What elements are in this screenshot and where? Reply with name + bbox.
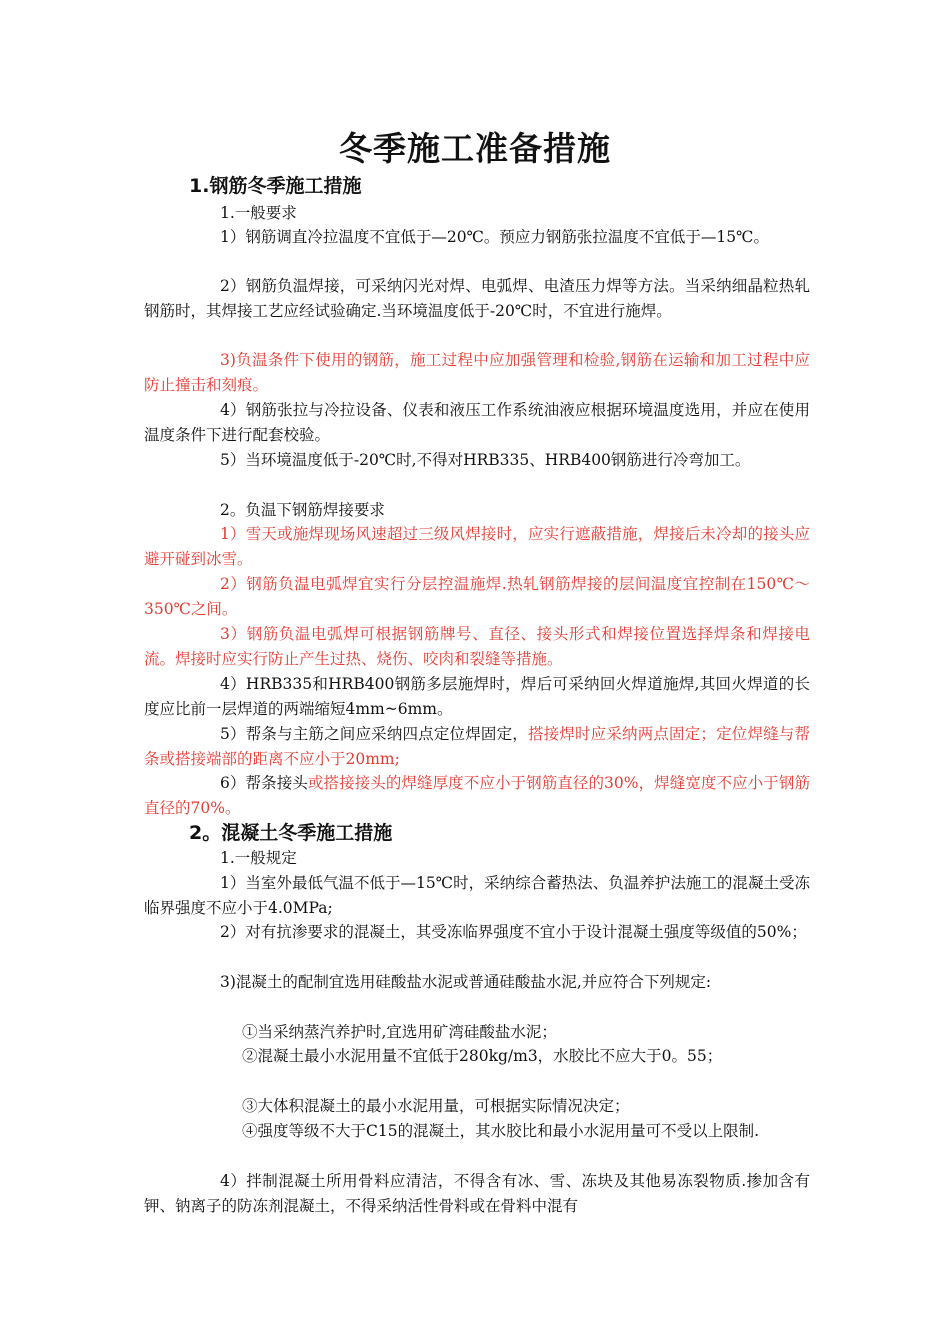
paragraph-weld-4: 4）HRB335和HRB400钢筋多层施焊时，焊后可采纳回火焊道施焊,其回火焊道的长度应比前一层焊道的两端缩短4mm~6mm。 [144,675,810,718]
paragraph-rebar-5: 5）当环境温度低于-20℃时,不得对HRB335、HRB400钢筋进行冷弯加工。 [220,451,751,469]
paragraph-item-2: ②混凝土最小水泥用量不宜低于280kg/m3，水胶比不应大于0。55； [242,1047,723,1065]
paragraph-concrete-title: 1.一般规定 [220,849,297,867]
weld-6-text: 6）帮条接头 [220,774,308,792]
paragraph-general-title: 1.一般要求 [220,204,297,222]
paragraph-concrete-3: 3)混凝土的配制宜选用硅酸盐水泥或普通硅酸盐水泥,并应符合下列规定: [220,973,712,991]
page-title: 冬季施工准备措施 [339,129,611,168]
paragraph-rebar-1: 1）钢筋调直冷拉温度不宜低于—20℃。预应力钢筋张拉温度不宜低于—15℃。 [220,228,769,246]
weld-6-highlight: 或搭接接头的焊缝厚度不应小于钢筋直径的30%，焊缝宽度不应小于钢筋直径的70%。 [144,774,810,817]
paragraph-rebar-3: 3)负温条件下使用的钢筋，施工过程中应加强管理和检验,钢筋在运输和加工过程中应防止撞击和刻痕。 [144,351,810,394]
paragraph-weld-6 [144,771,810,820]
paragraph-rebar-4: 4）钢筋张拉与冷拉设备、仪表和液压工作系统油液应根据环境温度选用，并应在使用温度条件下进行配套校验。 [144,401,810,444]
paragraph-concrete-4: 4）拌制混凝土所用骨料应清洁，不得含有冰、雪、冻块及其他易冻裂物质.掺加含有钾、钠离子的防冻剂混凝土，不得采纳活性骨料或在骨料中混有 [144,1172,810,1215]
weld-5-highlight: 搭接焊时应采纳两点固定；定位焊缝与帮条或搭接端部的距离不应小于20mm; [144,725,810,768]
paragraph-weld-5 [144,722,810,771]
paragraph-weld-2: 2）钢筋负温电弧焊宜实行分层控温施焊.热轧钢筋焊接的层间温度宜控制在150℃～350℃之间。 [144,575,810,618]
paragraph-item-3: ③大体积混凝土的最小水泥用量，可根据实际情况决定； [242,1097,630,1115]
paragraph-rebar-2: 2）钢筋负温焊接，可采纳闪光对焊、电弧焊、电渣压力焊等方法。当采纳细晶粒热轧钢筋时，其焊接工艺应经试验确定.当环境温度低于-20℃时，不宜进行施焊。 [144,277,810,320]
paragraph-weld-title: 2。负温下钢筋焊接要求 [220,501,385,519]
section-heading-concrete: 2。混凝土冬季施工措施 [189,822,393,844]
section-heading-rebar: 1.钢筋冬季施工措施 [189,175,362,197]
paragraph-weld-1: 1）雪天或施焊现场风速超过三级风焊接时，应实行遮蔽措施，焊接后未冷却的接头应避开碰到冰雪。 [144,525,810,568]
weld-5-text: 5）帮条与主筋之间应采纳四点定位焊固定， [220,725,528,743]
paragraph-concrete-1: 1）当室外最低气温不低于—15℃时，采纳综合蓄热法、负温养护法施工的混凝土受冻临界强度不应小于4.0MPa; [144,874,810,917]
paragraph-item-1: ①当采纳蒸汽养护时,宜选用矿湾硅酸盐水泥； [242,1023,557,1041]
paragraph-weld-3: 3）钢筋负温电弧焊可根据钢筋牌号、直径、接头形式和焊接位置选择焊条和焊接电流。焊接时应实行防止产生过热、烧伤、咬肉和裂缝等措施。 [144,625,810,668]
paragraph-item-4: ④强度等级不大于C15的混凝土，其水胶比和最小水泥用量可不受以上限制. [242,1122,760,1140]
paragraph-concrete-2: 2）对有抗渗要求的混凝土，其受冻临界强度不宜小于设计混凝土强度等级值的50%； [220,923,807,941]
